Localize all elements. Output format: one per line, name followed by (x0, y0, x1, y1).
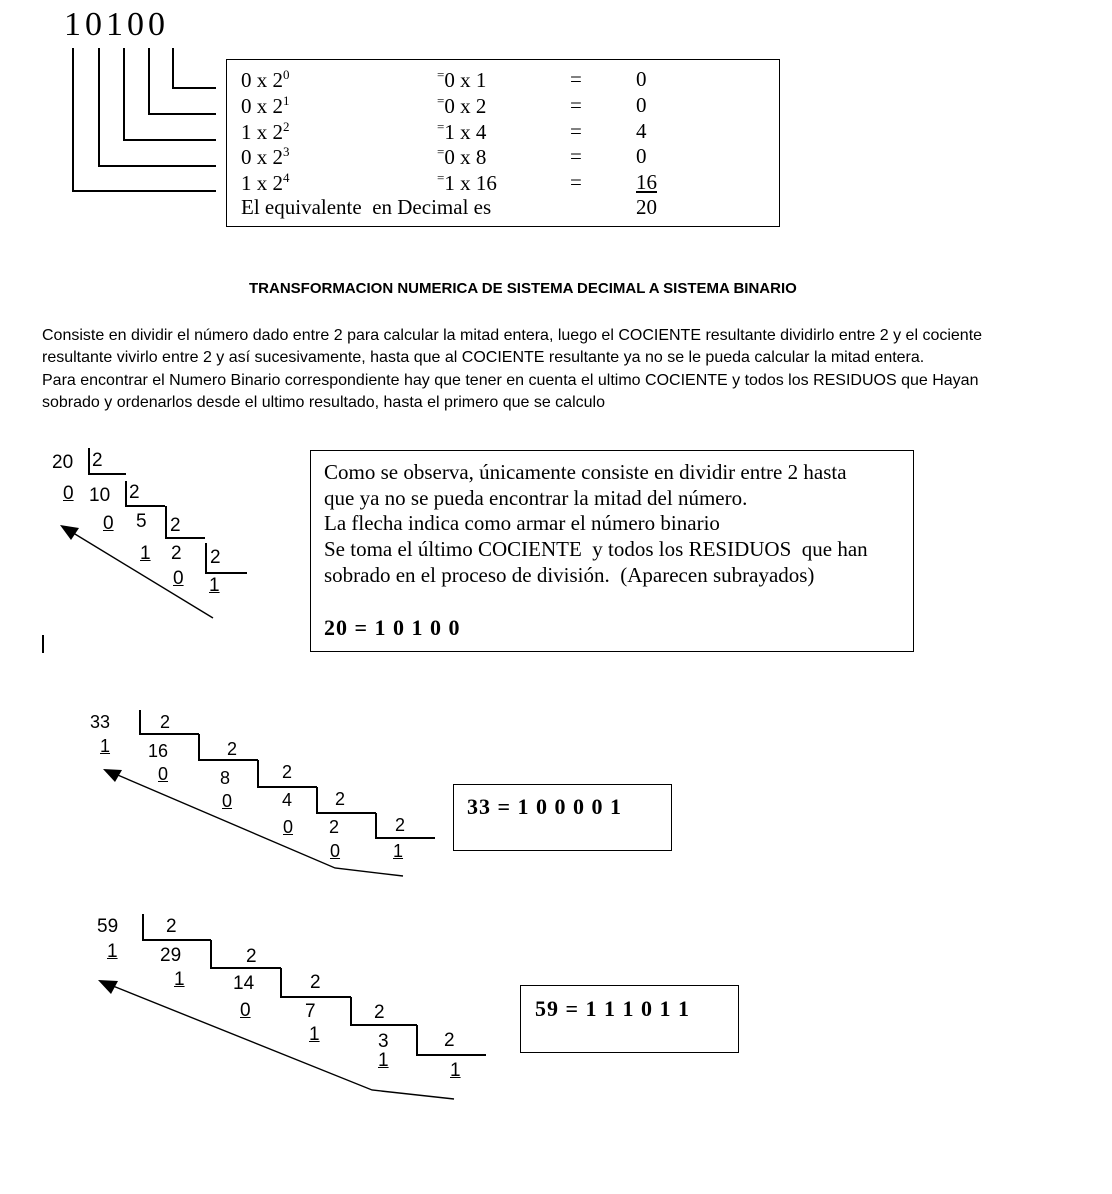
paragraph-line: Para encontrar el Numero Binario correspondiente hay que tener en cuenta el ultimo COCIENTE y todos los RESIDUOS que Hayan (42, 372, 979, 389)
residue: 1 (100, 736, 111, 756)
binary-number-10100: 10100 (64, 6, 169, 43)
explanation-line: La flecha indica como armar el número binario (324, 511, 720, 535)
divisor: 2 (129, 482, 140, 503)
last-quotient: 1 (393, 841, 404, 861)
divisor: 2 (310, 972, 321, 993)
row-value: 4 (636, 119, 647, 143)
explanation-line: sobrado en el proceso de división. (Aparecen subrayados) (324, 563, 815, 587)
divisor: 2 (444, 1030, 455, 1051)
paragraph-line: sobrado y ordenarlos desde el ultimo resultado, hasta el primero que se calculo (42, 394, 605, 411)
product-term: =0 x 8 (437, 144, 487, 169)
residue: 0 (173, 568, 184, 589)
quotient: 4 (282, 790, 293, 810)
divisor: 2 (335, 789, 346, 809)
power-term: 0 x 2 (241, 94, 283, 118)
quotient: 3 (378, 1031, 389, 1052)
equals-sign: = (570, 170, 582, 194)
power-term: 1 x 2 (241, 171, 283, 195)
divisor: 2 (227, 739, 238, 759)
paragraph-line: resultante vivirlo entre 2 y así sucesivamente, hasta que al COCIENTE resultante ya no se le pueda calcular la mitad entera. (42, 349, 925, 366)
residue: 0 (222, 791, 233, 811)
product-term: =0 x 2 (437, 93, 487, 118)
power-term: 1 x 2 (241, 120, 283, 144)
divisor: 2 (246, 946, 257, 967)
residue: 1 (174, 969, 185, 990)
exponent: 2 (283, 119, 290, 134)
power-term: 0 x 2 (241, 68, 283, 92)
divisor: 2 (166, 916, 177, 937)
explanation-line: que ya no se pueda encontrar la mitad del número. (324, 486, 748, 510)
dividend: 20 (52, 452, 74, 473)
divisor: 2 (374, 1002, 385, 1023)
power-term: 0 x 2 (241, 145, 283, 169)
quotient: 29 (160, 945, 182, 966)
product-term: =1 x 16 (437, 170, 497, 195)
arrow-59 (98, 980, 454, 1099)
divisor: 2 (92, 450, 103, 471)
dividend: 33 (90, 712, 111, 732)
equals-sign: = (570, 144, 582, 168)
total-value: 20 (636, 195, 657, 219)
residue: 0 (283, 817, 294, 837)
result-20: 20 = 1 0 1 0 0 (324, 615, 461, 640)
divisor: 2 (395, 815, 406, 835)
section-title: TRANSFORMACION NUMERICA DE SISTEMA DECIMAL A SISTEMA BINARIO (249, 280, 797, 297)
dividend: 59 (97, 916, 119, 937)
equals-sign: = (570, 119, 582, 143)
result-59: 59 = 1 1 1 0 1 1 (535, 996, 691, 1021)
quotient: 14 (233, 973, 255, 994)
divisor: 2 (160, 712, 171, 732)
divisor: 2 (170, 515, 181, 536)
residue: 0 (103, 513, 114, 534)
residue: 0 (330, 841, 341, 861)
divisor: 2 (282, 762, 293, 782)
arrow-20 (60, 525, 213, 618)
residue: 0 (240, 1000, 251, 1021)
residue: 1 (140, 543, 151, 564)
divisor: 2 (210, 547, 221, 568)
quotient: 5 (136, 511, 147, 532)
row-value: 0 (636, 67, 647, 91)
row-value: 0 (636, 93, 647, 117)
quotient: 2 (171, 543, 182, 564)
residue: 0 (63, 483, 74, 504)
explanation-line: Se toma el último COCIENTE y todos los RESIDUOS que han (324, 537, 868, 561)
result-33: 33 = 1 0 0 0 0 1 (467, 794, 623, 819)
exponent: 1 (283, 93, 290, 108)
exponent: 0 (283, 67, 290, 82)
row-value: 0 (636, 144, 647, 168)
equals-sign: = (570, 93, 582, 117)
quotient: 7 (305, 1001, 316, 1022)
total-label: El equivalente en Decimal es (241, 195, 492, 219)
product-term: =1 x 4 (437, 119, 487, 144)
row-value: 16 (636, 170, 657, 194)
last-quotient: 1 (209, 575, 220, 596)
quotient: 16 (148, 741, 169, 761)
residue: 1 (309, 1024, 320, 1045)
quotient: 8 (220, 768, 231, 788)
product-term: =0 x 1 (437, 67, 487, 92)
residue: 0 (158, 764, 169, 784)
quotient: 2 (329, 817, 340, 837)
residue: 1 (107, 941, 118, 962)
residue: 1 (378, 1050, 389, 1071)
equals-sign: = (570, 67, 582, 91)
arrow-33 (103, 769, 406, 876)
paragraph-line: Consiste en dividir el número dado entre 2 para calcular la mitad entera, luego el COCIENTE resultante dividirlo entre 2 y el cociente (42, 327, 983, 344)
exponent: 4 (283, 170, 290, 185)
explanation-line: Como se observa, únicamente consiste en dividir entre 2 hasta (324, 460, 847, 484)
exponent: 3 (283, 144, 290, 159)
quotient: 10 (89, 485, 111, 506)
last-quotient: 1 (450, 1060, 461, 1081)
